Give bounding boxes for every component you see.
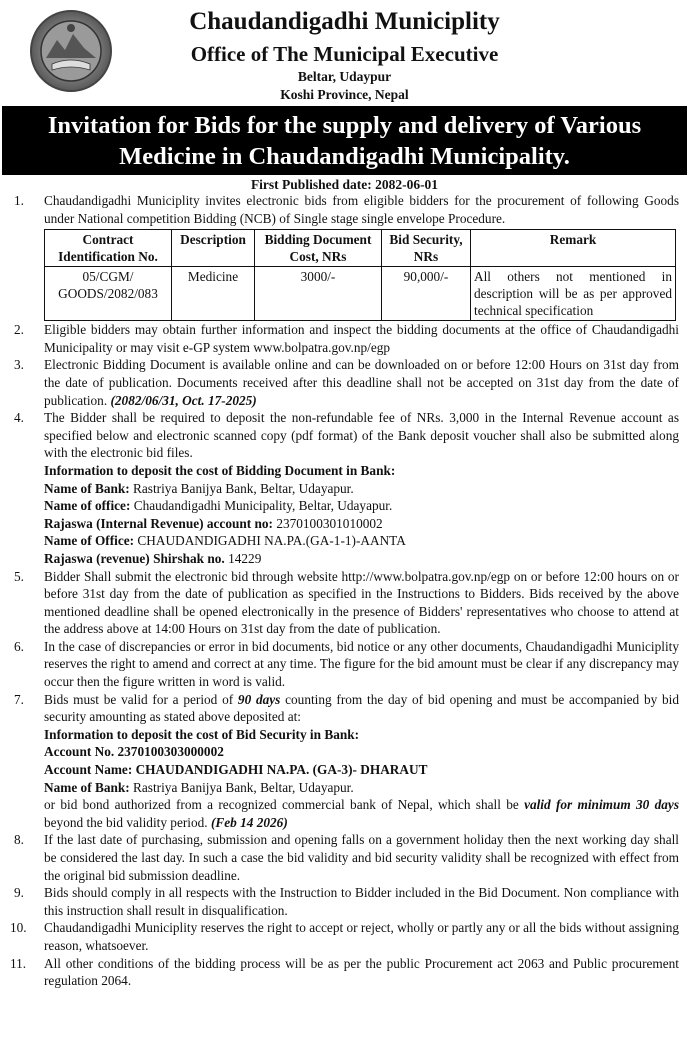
security-bank-row	[0, 779, 689, 797]
security-info-heading	[0, 726, 689, 744]
security-account-name	[0, 761, 689, 779]
notice-banner	[2, 106, 687, 175]
field-label: Name of office:	[44, 498, 131, 514]
deadline-date: (2082/06/31, Oct. 17-2025)	[110, 392, 257, 408]
field-value: 14229	[228, 550, 262, 566]
table-header: Contract Identification No.	[45, 230, 172, 267]
office-name-row	[0, 497, 689, 515]
clause-number: 5.	[14, 568, 24, 584]
clause-text: Bids must be valid for a period of	[44, 691, 234, 707]
bond-date: (Feb 14 2026)	[210, 814, 288, 830]
table-cell: All others not mentioned in description will be as per approved technical specification	[471, 267, 676, 321]
clause-number: 6.	[14, 638, 24, 654]
municipality-title: Chaudandigadhi Municiplity	[189, 8, 500, 35]
heading-text: Information to deposit the cost of Bidding Document in Bank:	[44, 462, 396, 478]
field-value: Account No. 2370100303000002	[44, 744, 224, 760]
clause-number: 3.	[14, 357, 24, 373]
clause-number: 2.	[14, 322, 24, 338]
clause-number: 10.	[10, 920, 27, 936]
clause-number: 9.	[14, 885, 24, 901]
clause-11	[0, 955, 689, 990]
field-label: Name of Bank:	[44, 779, 130, 795]
field-label: Rajaswa (Internal Revenue) account no:	[44, 515, 273, 531]
field-label: Name of Bank:	[44, 480, 130, 496]
clause-text: If the last date of purchasing, submission and opening falls on a government holiday then the next working day shall be considered the last day. In such a case the bid validity and bid security validity shall be recognized with effect from the original bid submission deadline.	[44, 832, 679, 883]
table-row	[45, 267, 676, 321]
clause-number: 4.	[14, 410, 24, 426]
bond-validity: valid for minimum 30 days	[524, 797, 680, 813]
clause-text: counting from the day of bid opening and must be accompanied by bid security amounting as stated above deposited at:	[44, 691, 680, 725]
field-value: Chaudandigadhi Municipality, Beltar, Udayapur.	[133, 498, 393, 514]
clause-number: 7.	[14, 691, 24, 707]
banner-line-2: Medicine in Chaudandigadhi Municipality.	[119, 143, 570, 170]
table-cell: 05/CGM/ GOODS/2082/083	[45, 267, 172, 321]
field-label: Rajaswa (revenue) Shirshak no.	[44, 550, 225, 566]
office-title: Office of The Municipal Executive	[190, 42, 499, 66]
clause-9	[0, 884, 689, 919]
clause-text: The Bidder shall be required to deposit the non-refundable fee of NRs. 3,000 in the Internal Revenue account as specified below and electronic scanned copy (pdf format) of the Bank deposit voucher shall also be submitted along with the electronic bid files.	[44, 410, 679, 461]
bank-info-heading	[0, 462, 689, 480]
clause-6	[0, 638, 689, 691]
clause-text: or bid bond authorized from a recognized commercial bank of Nepal, which shall be	[44, 797, 519, 813]
table-cell: 90,000/-	[382, 267, 471, 321]
field-value: 2370100301010002	[276, 515, 383, 531]
clause-2	[0, 321, 689, 356]
table-header: Description	[172, 230, 255, 267]
bank-name-row	[0, 480, 689, 498]
clause-text: Chaudandigadhi Municiplity invites electronic bids from eligible bidders for the procurement of following Goods under National competition Bidding (NCB) of Single stage single envelope Procedure.	[44, 193, 679, 226]
address-line-2: Koshi Province, Nepal	[280, 87, 409, 102]
table-header: Bidding Document Cost, NRs	[255, 230, 382, 267]
field-value: Rastriya Banijya Bank, Beltar, Udayapur.	[133, 779, 354, 795]
field-label: Name of Office:	[44, 533, 135, 549]
clause-text: Bidder Shall submit the electronic bid through website http://www.bolpatra.gov.np/egp on or before 12:00 hours on or before 31st day from the date of publication as specified in the Instructions to Bidders. Bids received by the above mentioned deadline shall be opened electronically in the presence of Bidders' representatives who choose to attend at the address above at 14:00 Hours on 31st day from the date of publication.	[44, 568, 679, 637]
table-header-row	[45, 230, 676, 267]
clause-number: 8.	[14, 832, 24, 848]
clause-10	[0, 919, 689, 954]
clause-3	[0, 356, 689, 409]
clause-8	[0, 831, 689, 884]
shirshak-row	[0, 550, 689, 568]
clause-number: 1.	[14, 193, 24, 208]
notice-body	[0, 192, 689, 990]
clause-text: All other conditions of the bidding process will be as per the public Procurement act 2063 and Public procurement regulation 2064.	[44, 955, 679, 989]
clause-text: Chaudandigadhi Municiplity reserves the right to accept or reject, wholly or partly any or all the bids without assigning reason, whatsoever.	[44, 920, 679, 953]
field-value: Rastriya Banijya Bank, Beltar, Udayapur.	[133, 480, 354, 496]
clause-text: Eligible bidders may obtain further information and inspect the bidding documents at the office of Chaudandigadhi Municipality or may visit e-GP system www.bolpatra.gov.np/egp	[44, 322, 679, 355]
clause-5	[0, 568, 689, 638]
clause-text: beyond the bid validity period.	[44, 814, 208, 830]
clause-number: 11.	[10, 955, 27, 971]
address-line-1: Beltar, Udaypur	[297, 69, 392, 84]
revenue-account-row	[0, 515, 689, 533]
heading-text: Information to deposit the cost of Bid Security in Bank:	[44, 726, 360, 742]
table-cell: 3000/-	[255, 267, 382, 321]
clause-text: Electronic Bidding Document is available online and can be downloaded on or before 12:00 Hours on 31st day from the date of publication. Documents received after this deadline shall not be accepted on 31st day from the date of publication.	[44, 357, 679, 408]
clause-text: Bids should comply in all respects with the Instruction to Bidder included in the Bid Document. Non compliance with this instruction shall result in disqualification.	[44, 885, 679, 918]
clause-text: In the case of discrepancies or error in bid documents, bid notice or any other documents, Chaudandigadhi Municiplity reserves the right to amend and correct at any time. The figure for the bid amount must be clear if any discrepancy may occur then the figure written in word is valid.	[44, 638, 679, 690]
bid-bond-note	[0, 796, 689, 831]
published-date: First Published date: 2082-06-01	[250, 177, 439, 192]
field-value: Account Name: CHAUDANDIGADHI NA.PA. (GA-3)- DHARAUT	[44, 762, 428, 778]
table-header: Remark	[471, 230, 676, 267]
office-name-2-row	[0, 532, 689, 550]
bid-table	[44, 229, 676, 321]
table-header: Bid Security, NRs	[382, 230, 471, 267]
clause-4	[0, 409, 689, 462]
clause-7	[0, 691, 689, 726]
clause-1	[0, 192, 689, 227]
security-account-no	[0, 743, 689, 761]
table-cell: Medicine	[172, 267, 255, 321]
validity-days: 90 days	[237, 691, 281, 707]
field-value: CHAUDANDIGADHI NA.PA.(GA-1-1)-AANTA	[137, 533, 406, 549]
banner-line-1: Invitation for Bids for the supply and delivery of Various	[47, 112, 642, 139]
